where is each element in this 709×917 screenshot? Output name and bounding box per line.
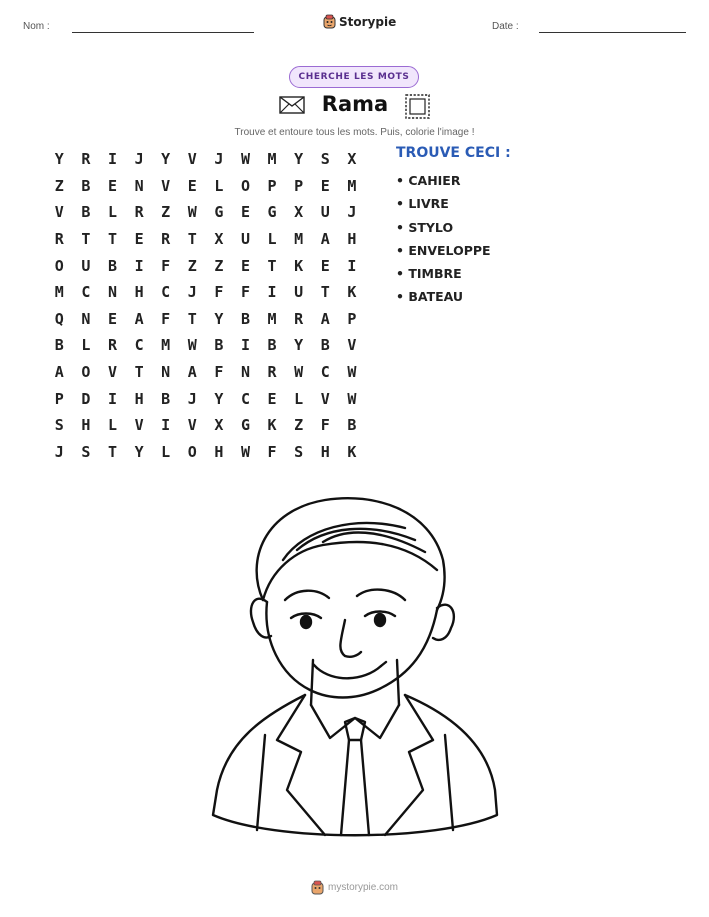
grid-letter[interactable]: B xyxy=(347,416,357,435)
grid-letter[interactable]: I xyxy=(347,256,357,275)
grid-letter[interactable]: U xyxy=(240,230,250,249)
grid-letter[interactable]: T xyxy=(134,363,144,382)
grid-letter[interactable]: J xyxy=(187,283,197,302)
grid-letter[interactable]: H xyxy=(214,442,224,461)
grid-letter[interactable]: Q xyxy=(54,309,64,328)
grid-letter[interactable]: I xyxy=(267,283,277,302)
grid-letter[interactable]: O xyxy=(240,176,250,195)
word-search-grid[interactable] xyxy=(46,146,365,465)
grid-letter[interactable]: S xyxy=(320,150,330,169)
grid-letter[interactable]: R xyxy=(107,336,117,355)
grid-letter[interactable]: A xyxy=(320,230,330,249)
grid-letter[interactable]: W xyxy=(187,203,197,222)
grid-letter[interactable]: G xyxy=(240,416,250,435)
grid-letter[interactable]: V xyxy=(107,363,117,382)
grid-letter[interactable]: L xyxy=(107,203,117,222)
grid-letter[interactable]: O xyxy=(81,363,91,382)
grid-letter[interactable]: D xyxy=(81,389,91,408)
grid-letter[interactable]: Y xyxy=(161,150,171,169)
grid-letter[interactable]: H xyxy=(134,389,144,408)
grid-letter[interactable]: V xyxy=(187,150,197,169)
grid-letter[interactable]: C xyxy=(240,389,250,408)
grid-letter[interactable]: E xyxy=(320,256,330,275)
grid-letter[interactable]: P xyxy=(267,176,277,195)
grid-letter[interactable]: B xyxy=(267,336,277,355)
grid-letter[interactable]: W xyxy=(187,336,197,355)
word-list-item: • CAHIER xyxy=(396,173,461,188)
grid-letter[interactable]: N xyxy=(161,363,171,382)
grid-letter[interactable]: X xyxy=(214,416,224,435)
grid-letter[interactable]: B xyxy=(54,336,64,355)
grid-letter[interactable]: U xyxy=(81,256,91,275)
grid-letter[interactable]: I xyxy=(107,389,117,408)
grid-letter[interactable]: F xyxy=(214,283,224,302)
grid-letter[interactable]: C xyxy=(81,283,91,302)
grid-letter[interactable]: Y xyxy=(214,309,224,328)
grid-letter[interactable]: Y xyxy=(134,442,144,461)
word-list xyxy=(396,169,491,309)
grid-letter[interactable]: I xyxy=(107,150,117,169)
grid-letter[interactable]: H xyxy=(134,283,144,302)
instructions: Trouve et entoure tous les mots. Puis, colorie l'image ! xyxy=(234,127,475,138)
grid-letter[interactable]: W xyxy=(240,150,250,169)
grid-letter[interactable]: F xyxy=(267,442,277,461)
grid-letter[interactable]: B xyxy=(81,203,91,222)
storypie-mascot-icon xyxy=(311,880,324,895)
activity-badge: CHERCHE LES MOTS xyxy=(289,66,419,88)
word-list-item: • TIMBRE xyxy=(396,266,462,282)
grid-letter[interactable]: A xyxy=(320,309,330,328)
grid-letter[interactable]: R xyxy=(134,203,144,222)
footer xyxy=(0,880,709,895)
grid-letter[interactable]: W xyxy=(294,363,304,382)
grid-letter[interactable]: Z xyxy=(214,256,224,275)
grid-letter[interactable]: J xyxy=(54,442,64,461)
grid-letter[interactable]: P xyxy=(54,389,64,408)
grid-letter[interactable]: L xyxy=(107,416,117,435)
grid-letter[interactable]: E xyxy=(240,256,250,275)
grid-letter[interactable]: L xyxy=(294,389,304,408)
grid-letter[interactable]: W xyxy=(240,442,250,461)
grid-letter[interactable]: T xyxy=(267,256,277,275)
grid-letter[interactable]: S xyxy=(54,416,64,435)
grid-letter[interactable]: T xyxy=(107,442,117,461)
grid-letter[interactable]: V xyxy=(161,176,171,195)
grid-letter[interactable]: E xyxy=(320,176,330,195)
grid-letter[interactable]: M xyxy=(161,336,171,355)
grid-letter[interactable]: B xyxy=(107,256,117,275)
grid-letter[interactable]: E xyxy=(240,203,250,222)
grid-letter[interactable]: M xyxy=(347,176,357,195)
grid-letter[interactable]: B xyxy=(161,389,171,408)
storypie-mascot-icon xyxy=(323,14,336,29)
grid-letter[interactable]: T xyxy=(187,230,197,249)
grid-letter[interactable]: N xyxy=(240,363,250,382)
man-in-suit-coloring-illustration[interactable] xyxy=(205,490,505,850)
grid-letter[interactable]: M xyxy=(294,230,304,249)
grid-letter[interactable]: X xyxy=(214,230,224,249)
grid-letter[interactable]: C xyxy=(320,363,330,382)
grid-letter[interactable]: P xyxy=(347,309,357,328)
grid-letter[interactable]: Y xyxy=(214,389,224,408)
grid-letter[interactable]: W xyxy=(347,389,357,408)
grid-letter[interactable]: Z xyxy=(161,203,171,222)
grid-letter[interactable]: V xyxy=(320,389,330,408)
grid-letter[interactable]: C xyxy=(134,336,144,355)
grid-letter[interactable]: J xyxy=(187,389,197,408)
grid-letter[interactable]: Z xyxy=(294,416,304,435)
grid-letter[interactable]: I xyxy=(134,256,144,275)
grid-letter[interactable]: R xyxy=(54,230,64,249)
grid-letter[interactable]: H xyxy=(347,230,357,249)
grid-letter[interactable]: B xyxy=(320,336,330,355)
grid-letter[interactable]: K xyxy=(294,256,304,275)
grid-letter[interactable]: A xyxy=(134,309,144,328)
word-list-item: • LIVRE xyxy=(396,196,449,212)
grid-letter[interactable]: M xyxy=(54,283,64,302)
grid-letter[interactable]: Y xyxy=(294,336,304,355)
grid-letter[interactable]: T xyxy=(187,309,197,328)
grid-letter[interactable]: W xyxy=(347,363,357,382)
word-list-item: • ENVELOPPE xyxy=(396,242,491,258)
grid-letter[interactable]: I xyxy=(161,416,171,435)
grid-letter[interactable]: U xyxy=(294,283,304,302)
grid-letter[interactable]: L xyxy=(267,230,277,249)
grid-letter[interactable]: Z xyxy=(187,256,197,275)
grid-letter[interactable]: J xyxy=(134,150,144,169)
grid-letter[interactable]: L xyxy=(81,336,91,355)
name-label: Nom : xyxy=(23,21,50,32)
grid-letter[interactable]: L xyxy=(214,176,224,195)
grid-letter[interactable]: I xyxy=(240,336,250,355)
grid-letter[interactable]: X xyxy=(347,150,357,169)
grid-letter[interactable]: F xyxy=(214,363,224,382)
grid-letter[interactable]: E xyxy=(134,230,144,249)
grid-letter[interactable]: E xyxy=(267,389,277,408)
grid-letter[interactable]: V xyxy=(134,416,144,435)
grid-letter[interactable]: A xyxy=(54,363,64,382)
grid-letter[interactable]: A xyxy=(187,363,197,382)
grid-letter[interactable]: X xyxy=(294,203,304,222)
word-list-item: • BATEAU xyxy=(396,289,464,305)
grid-letter[interactable]: N xyxy=(134,176,144,195)
grid-letter[interactable]: E xyxy=(187,176,197,195)
grid-letter[interactable]: T xyxy=(81,230,91,249)
grid-letter[interactable]: V xyxy=(54,203,64,222)
name-line[interactable] xyxy=(72,32,254,33)
page-title: Rama xyxy=(321,92,389,116)
grid-letter[interactable]: G xyxy=(214,203,224,222)
grid-letter[interactable]: V xyxy=(187,416,197,435)
grid-letter[interactable]: R xyxy=(161,230,171,249)
grid-letter[interactable]: K xyxy=(347,442,357,461)
brand-logo xyxy=(323,14,396,29)
word-list-item: • STYLO xyxy=(396,219,454,235)
grid-letter[interactable]: K xyxy=(267,416,277,435)
grid-letter[interactable]: C xyxy=(161,283,171,302)
grid-letter[interactable]: J xyxy=(347,203,357,222)
grid-letter[interactable]: O xyxy=(187,442,197,461)
grid-letter[interactable]: G xyxy=(267,203,277,222)
grid-letter[interactable]: N xyxy=(81,309,91,328)
date-label: Date : xyxy=(492,21,519,32)
grid-letter[interactable]: H xyxy=(81,416,91,435)
grid-letter[interactable]: F xyxy=(240,283,250,302)
grid-letter[interactable]: J xyxy=(214,150,224,169)
date-line[interactable] xyxy=(539,32,686,33)
grid-letter[interactable]: B xyxy=(240,309,250,328)
grid-letter[interactable]: S xyxy=(81,442,91,461)
grid-letter[interactable]: Z xyxy=(54,176,64,195)
grid-letter[interactable]: B xyxy=(214,336,224,355)
grid-letter[interactable]: O xyxy=(54,256,64,275)
grid-letter[interactable]: B xyxy=(81,176,91,195)
grid-letter[interactable]: M xyxy=(267,309,277,328)
grid-letter[interactable]: F xyxy=(161,309,171,328)
grid-letter[interactable]: V xyxy=(347,336,357,355)
brand-name: Storypie xyxy=(339,14,397,29)
grid-letter[interactable]: R xyxy=(267,363,277,382)
grid-letter[interactable]: E xyxy=(107,309,117,328)
grid-letter[interactable]: R xyxy=(81,150,91,169)
grid-letter[interactable]: Y xyxy=(294,150,304,169)
grid-letter[interactable]: F xyxy=(161,256,171,275)
grid-letter[interactable]: T xyxy=(107,230,117,249)
grid-letter[interactable]: K xyxy=(347,283,357,302)
stamp-icon xyxy=(404,93,431,120)
grid-letter[interactable]: Y xyxy=(54,150,64,169)
grid-letter[interactable]: L xyxy=(161,442,171,461)
grid-letter[interactable]: U xyxy=(320,203,330,222)
grid-letter[interactable]: E xyxy=(107,176,117,195)
grid-letter[interactable]: H xyxy=(320,442,330,461)
grid-letter[interactable]: M xyxy=(267,150,277,169)
grid-letter[interactable]: R xyxy=(294,309,304,328)
grid-letter[interactable]: T xyxy=(320,283,330,302)
word-list-title: TROUVE CECI : xyxy=(396,145,511,161)
footer-url[interactable]: mystorypie.com xyxy=(327,882,398,893)
grid-letter[interactable]: P xyxy=(294,176,304,195)
grid-letter[interactable]: F xyxy=(320,416,330,435)
grid-letter[interactable]: S xyxy=(294,442,304,461)
grid-letter[interactable]: N xyxy=(107,283,117,302)
